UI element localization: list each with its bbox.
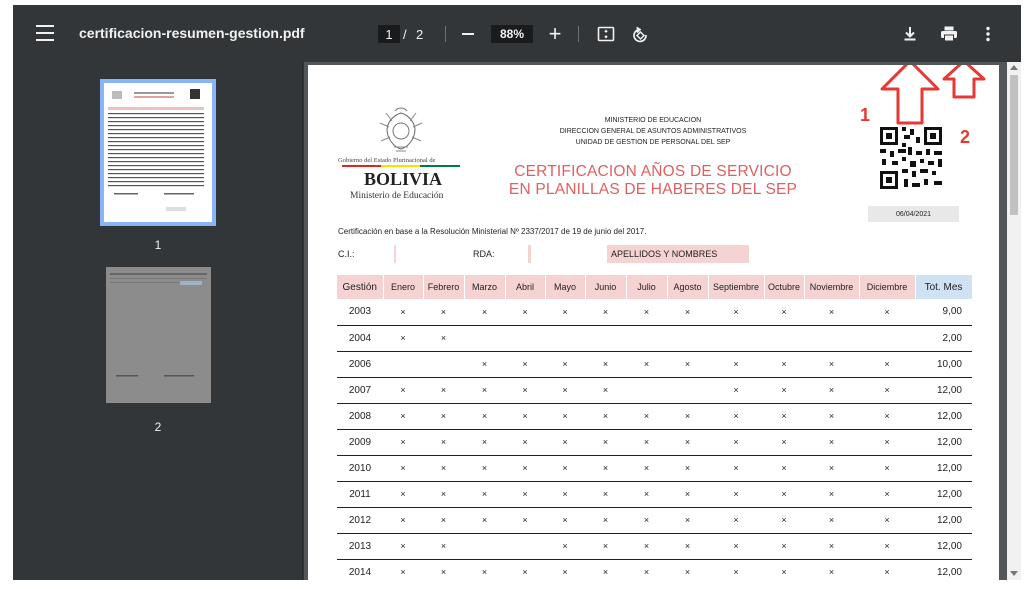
page-number-input[interactable]: 1 [378,25,400,43]
month-cell: × [545,377,585,403]
month-cell: × [464,299,505,325]
rda-label: RDA: [473,249,495,259]
month-cell: × [804,559,859,580]
certificate-title-line-1: CERTIFICACION AÑOS DE SERVICIO [514,163,792,180]
table-row [337,507,972,533]
month-cell: × [626,481,667,507]
rda-value [528,245,531,263]
header-month: Diciembre [859,275,915,299]
month-cell: × [626,559,667,580]
government-line: Gobierno del Estado Plurinacional de [338,157,436,164]
month-cell: × [859,429,915,455]
month-cell: × [764,533,804,559]
month-cell: × [667,351,708,377]
month-cell: × [464,507,505,533]
month-cell: × [464,559,505,580]
month-cell: × [383,299,423,325]
month-cell: × [545,481,585,507]
total-cell: 12,00 [915,507,972,533]
month-cell: × [708,455,764,481]
total-cell: 2,00 [915,325,972,351]
month-cell: × [626,351,667,377]
month-cell: × [505,299,545,325]
year-cell: 2004 [337,325,383,351]
ministry-name: Ministerio de Educación [350,191,444,201]
month-cell: × [804,377,859,403]
month-cell: × [383,481,423,507]
month-cell: × [383,455,423,481]
header-total: Tot. Mes [915,275,972,299]
month-cell: × [505,429,545,455]
month-cell: × [667,299,708,325]
table-row [337,455,972,481]
month-cell: × [423,559,464,580]
month-cell: × [626,429,667,455]
month-cell [505,533,545,559]
table-row [337,559,972,580]
month-cell: × [464,351,505,377]
month-cell: × [708,533,764,559]
month-cell: × [859,507,915,533]
header-month: Noviembre [804,275,859,299]
month-cell: × [708,481,764,507]
year-cell: 2006 [337,351,383,377]
month-cell: × [464,429,505,455]
document-viewport[interactable] [304,62,1021,580]
country-name: BOLIVIA [364,169,443,189]
month-cell: × [383,377,423,403]
month-cell: × [859,351,915,377]
month-cell: × [383,559,423,580]
header-month: Junio [585,275,626,299]
month-cell [764,325,804,351]
month-cell: × [667,533,708,559]
zoom-level-input[interactable]: 88% [491,25,533,43]
month-cell: × [764,559,804,580]
month-cell: × [708,429,764,455]
header-month: Marzo [464,275,505,299]
total-cell: 12,00 [915,455,972,481]
certificate-title-line-2: EN PLANILLAS DE HABERES DEL SEP [508,181,798,198]
month-cell [585,325,626,351]
print-icon[interactable] [938,23,960,45]
month-cell: × [585,455,626,481]
service-table [337,275,973,580]
month-cell: × [764,455,804,481]
month-cell: × [545,559,585,580]
header-month: Julio [626,275,667,299]
month-cell [423,351,464,377]
fit-page-icon[interactable] [596,24,616,44]
month-cell: × [423,299,464,325]
header-line-1: MINISTERIO DE EDUCACION [604,117,702,124]
month-cell: × [708,351,764,377]
month-cell [505,325,545,351]
month-cell [626,377,667,403]
month-cell: × [383,403,423,429]
header-month: Febrero [423,275,464,299]
month-cell: × [764,403,804,429]
month-cell: × [505,559,545,580]
month-cell: × [423,533,464,559]
ci-label: C.I.: [338,249,355,259]
table-row [337,299,972,325]
scroll-down-icon[interactable] [1010,571,1018,576]
zoom-in-icon[interactable]: + [548,21,562,46]
month-cell: × [383,533,423,559]
toolbar-divider [445,26,446,42]
rotate-icon[interactable] [630,24,652,46]
header-month: Abril [505,275,545,299]
month-cell [804,325,859,351]
month-cell: × [505,377,545,403]
month-cell: × [505,455,545,481]
flag-bar [342,165,460,167]
month-cell: × [667,507,708,533]
month-cell [859,325,915,351]
month-cell: × [667,559,708,580]
table-row [337,325,972,351]
month-cell: × [859,377,915,403]
month-cell: × [764,351,804,377]
ci-value [394,245,396,263]
table-row [337,481,972,507]
annotation-arrows [868,65,998,127]
table-row [337,377,972,403]
month-cell: × [626,455,667,481]
month-cell: × [423,403,464,429]
month-cell: × [423,325,464,351]
month-cell: × [804,429,859,455]
month-cell: × [859,403,915,429]
month-cell: × [585,377,626,403]
month-cell [626,325,667,351]
header-month: Octubre [764,275,804,299]
month-cell: × [423,481,464,507]
document-title: certificacion-resumen-gestion.pdf [79,25,305,41]
page-total: 2 [416,26,424,42]
viewer-toolbar [13,5,1021,62]
month-cell: × [585,533,626,559]
month-cell: × [667,429,708,455]
year-cell: 2010 [337,455,383,481]
year-cell: 2014 [337,559,383,580]
month-cell: × [804,507,859,533]
month-cell [667,325,708,351]
table-row [337,429,972,455]
month-cell: × [764,507,804,533]
month-cell: × [859,455,915,481]
month-cell: × [545,533,585,559]
month-cell: × [585,507,626,533]
month-cell: × [505,507,545,533]
page-thumbnail-1[interactable] [100,79,216,226]
thumbnail-sidebar [13,62,303,580]
month-cell: × [545,429,585,455]
month-cell: × [545,299,585,325]
month-cell: × [626,403,667,429]
annotation-number-1: 1 [860,105,871,125]
header-month: Mayo [545,275,585,299]
header-month: Agosto [667,275,708,299]
month-cell: × [708,507,764,533]
month-cell: × [859,533,915,559]
page-thumbnail-2[interactable] [106,267,211,403]
month-cell: × [804,403,859,429]
total-cell: 12,00 [915,403,972,429]
month-cell: × [804,299,859,325]
month-cell: × [585,299,626,325]
coat-of-arms-icon [374,107,428,153]
month-cell: × [505,351,545,377]
scroll-up-icon[interactable] [1010,65,1018,70]
total-cell: 12,00 [915,429,972,455]
thumbnail-label-2: 2 [154,420,162,434]
month-cell [383,351,423,377]
month-cell: × [585,481,626,507]
year-cell: 2009 [337,429,383,455]
month-cell: × [585,351,626,377]
issue-date: 06/04/2021 [868,206,959,222]
month-cell: × [383,325,423,351]
month-cell: × [804,533,859,559]
month-cell: × [764,429,804,455]
month-cell: × [464,403,505,429]
month-cell: × [464,455,505,481]
month-cell: × [545,403,585,429]
vertical-scrollbar[interactable] [1007,62,1021,580]
page-separator: / [403,26,407,42]
month-cell: × [545,455,585,481]
month-cell: × [667,403,708,429]
month-cell: × [764,481,804,507]
month-cell: × [804,351,859,377]
download-icon[interactable] [899,23,921,45]
month-cell [708,325,764,351]
more-icon[interactable] [977,23,999,45]
month-cell: × [667,481,708,507]
month-cell: × [804,481,859,507]
scrollbar-thumb[interactable] [1010,75,1018,215]
month-cell: × [505,481,545,507]
month-cell: × [423,377,464,403]
total-cell: 12,00 [915,533,972,559]
month-cell: × [545,507,585,533]
month-cell: × [423,455,464,481]
month-cell: × [505,403,545,429]
month-cell: × [764,377,804,403]
header-month: Septiembre [708,275,764,299]
month-cell [464,325,505,351]
total-cell: 12,00 [915,559,972,580]
table-row [337,403,972,429]
month-cell: × [804,455,859,481]
month-cell [464,533,505,559]
zoom-out-icon[interactable] [457,23,479,45]
header-line-2: DIRECCION GENERAL DE ASUNTOS ADMINISTRATIVOS [559,128,747,135]
month-cell: × [708,403,764,429]
month-cell: × [585,403,626,429]
month-cell: × [383,429,423,455]
month-cell: × [626,507,667,533]
certification-basis: Certificación en base a la Resolución Ministerial Nº 2337/2017 de 19 de junio del 2017. [338,227,647,236]
thumbnail-label-1: 1 [154,238,162,252]
month-cell: × [545,351,585,377]
month-cell: × [708,299,764,325]
names-label: APELLIDOS Y NOMBRES [611,249,718,259]
month-cell: × [626,533,667,559]
month-cell [667,377,708,403]
month-cell: × [859,481,915,507]
total-cell: 12,00 [915,377,972,403]
month-cell: × [859,559,915,580]
year-cell: 2011 [337,481,383,507]
total-cell: 9,00 [915,299,972,325]
month-cell: × [585,559,626,580]
qr-code-icon [878,125,944,191]
year-cell: 2012 [337,507,383,533]
month-cell: × [423,507,464,533]
header-gestion: Gestión [337,275,383,299]
table-header-row [337,275,972,299]
menu-icon[interactable] [35,25,55,41]
month-cell: × [383,507,423,533]
month-cell: × [464,481,505,507]
month-cell: × [667,455,708,481]
toolbar-divider [578,26,579,42]
month-cell: × [859,299,915,325]
month-cell [545,325,585,351]
year-cell: 2013 [337,533,383,559]
year-cell: 2008 [337,403,383,429]
header-line-3: UNIDAD DE GESTION DE PERSONAL DEL SEP [575,139,731,146]
month-cell: × [423,429,464,455]
pdf-viewer [13,5,1021,580]
month-cell: × [585,429,626,455]
month-cell: × [764,299,804,325]
month-cell: × [708,377,764,403]
header-month: Enero [383,275,423,299]
month-cell: × [708,559,764,580]
month-cell: × [464,377,505,403]
pdf-page [308,65,999,580]
total-cell: 12,00 [915,481,972,507]
total-cell: 10,00 [915,351,972,377]
table-row [337,533,972,559]
table-row [337,351,972,377]
year-cell: 2003 [337,299,383,325]
year-cell: 2007 [337,377,383,403]
annotation-number-2: 2 [960,127,971,147]
month-cell: × [626,299,667,325]
